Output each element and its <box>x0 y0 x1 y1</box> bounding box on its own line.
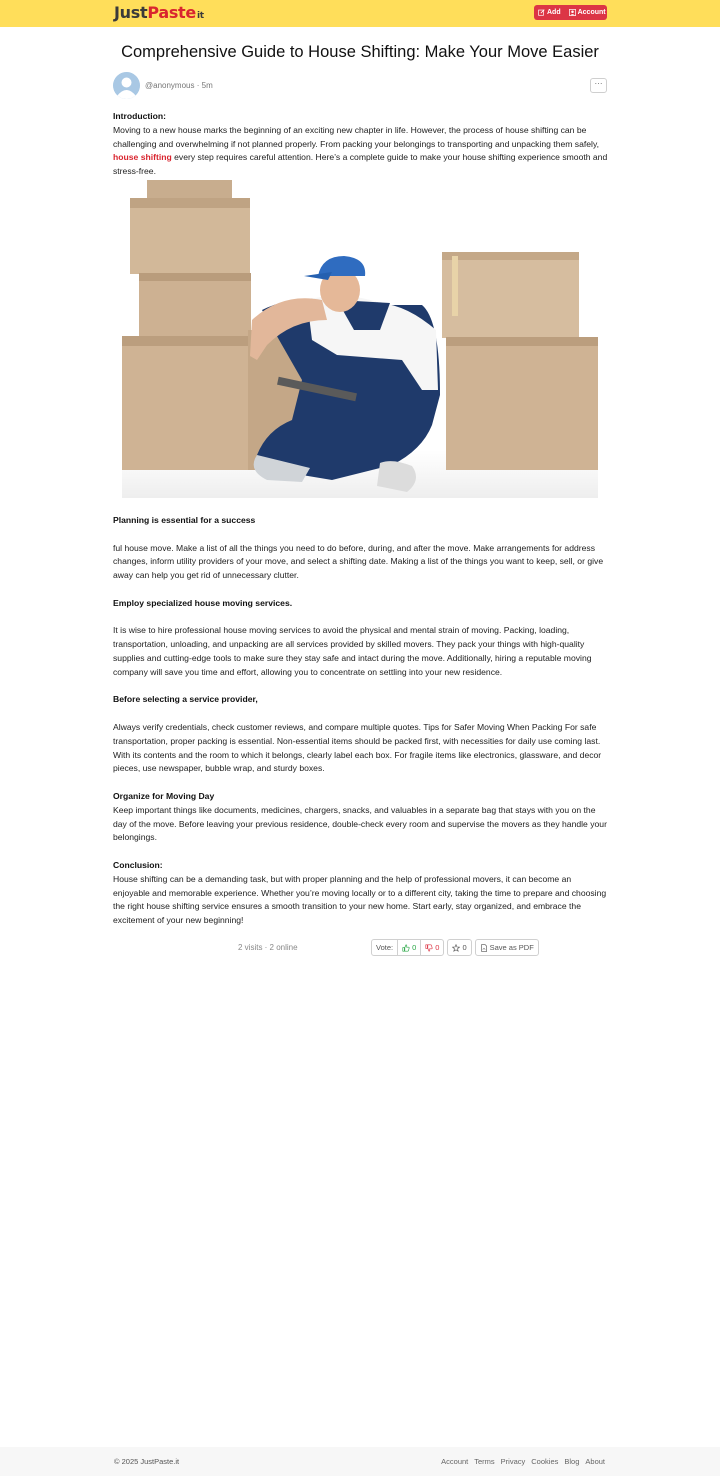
star-icon <box>452 944 460 952</box>
page-title: Comprehensive Guide to House Shifting: Make Your Move Easier <box>121 43 599 61</box>
save-as-pdf-button[interactable]: Save as PDF <box>475 939 539 956</box>
top-navbar <box>0 0 720 27</box>
footer-links <box>441 1457 605 1466</box>
house-shifting-link[interactable]: house shifting <box>113 152 172 163</box>
avatar <box>113 72 140 99</box>
footer-link-privacy[interactable]: Privacy <box>500 1457 526 1466</box>
post-meta: @anonymous · 5m <box>145 81 213 90</box>
section-heading: Conclusion: <box>113 859 163 870</box>
account-button[interactable]: Account <box>565 5 610 20</box>
section-heading: Organize for Moving Day <box>113 790 215 801</box>
section-paragraph: It is wise to hire professional house moving services to avoid the physical and mental strain of moving. Packing, loading, transportation, unloading, and unpacking are all services provided by skilled movers. They pack your things with high-quality supplies and cutting-edge tools to make sure they stay safe and intact during the move. Additionally, hiring a reputable moving company will save you time and effort, allowing you to concentrate on settling into your new residence. <box>113 625 592 677</box>
vote-label: Vote: <box>371 939 398 956</box>
copyright-text: © 2025 JustPaste.it <box>114 1457 180 1466</box>
vote-down-button[interactable]: 0 <box>420 939 444 956</box>
vote-up-button[interactable]: 0 <box>397 939 421 956</box>
section-heading: Before selecting a service provider, <box>113 694 258 705</box>
user-icon <box>569 9 576 16</box>
visit-stats: 2 visits · 2 online <box>238 943 298 952</box>
article-body <box>113 514 608 928</box>
pdf-file-icon <box>480 944 488 952</box>
footer-link-cookies[interactable]: Cookies <box>531 1457 559 1466</box>
post-time: 5m <box>201 81 213 90</box>
section-paragraph: Keep important things like documents, medicines, chargers, snacks, and valuables in a separate bag that stays with you on the day of the move. Before leaving your previous residence, double-check every room and supervise the movers as they handle your belongings. <box>113 804 607 843</box>
page-footer <box>0 1447 720 1476</box>
favorite-button[interactable]: 0 <box>447 939 471 956</box>
more-options-button[interactable]: ··· <box>590 78 607 93</box>
footer-link-terms[interactable]: Terms <box>474 1457 495 1466</box>
intro-heading: Introduction: <box>113 111 166 121</box>
intro-paragraph: Moving to a new house marks the beginning of an exciting new chapter in life. However, the process of house shifting can be challenging and overwhelming if not planned properly. From packing your belongings to transporting and unpacking them safely, house shifting every step requires careful attention. Here’s a complete guide to make your house shifting experience smooth and stress-free. <box>113 124 608 177</box>
thumbs-up-icon <box>402 944 410 952</box>
section-heading: Employ specialized house moving services. <box>113 597 293 608</box>
mover-with-boxes-illustration <box>122 180 598 498</box>
footer-link-blog[interactable]: Blog <box>564 1457 580 1466</box>
site-logo[interactable]: JustPasteit <box>114 3 204 22</box>
section-paragraph: ful house move. Make a list of all the things you need to do before, during, and after the move. Make arrangements for address changes, inform utility providers of your move, and select a shifting date. Making a list of the things you want to keep, sell, or give away can help you get rid of unnecessary clutter. <box>113 542 604 581</box>
footer-link-about[interactable]: About <box>585 1457 605 1466</box>
footer-link-account[interactable]: Account <box>441 1457 469 1466</box>
section-paragraph: House shifting can be a demanding task, but with proper planning and the help of professional movers, it can become an enjoyable and memorable experience. Whether you’re moving locally or to a different city, taking the time to prepare and choosing the right house shifting service ensures a smooth transition to your new home. Start early, stay organized, and embrace the excitement of your new beginning! <box>113 873 607 926</box>
edit-icon <box>538 9 545 16</box>
article-intro <box>113 110 608 179</box>
author-name[interactable]: @anonymous <box>145 81 195 90</box>
vote-toolbar <box>371 939 539 956</box>
header-button-group <box>534 5 607 20</box>
article-image <box>122 180 598 498</box>
thumbs-down-icon <box>425 944 433 952</box>
section-heading: Planning is essential for a success <box>113 515 256 525</box>
user-avatar-icon <box>113 72 140 99</box>
section-paragraph: Always verify credentials, check customer reviews, and compare multiple quotes. Tips for Safer Moving When Packing For safe transportation, proper packing is essential. Non-essential items should be packed first, with necessities for daily use coming last. With its contents and the room to which it belongs, clearly label each box. For fragile items like electronics, glassware, and decor pieces, use newspaper, bubble wrap, and sturdy boxes. <box>113 721 602 774</box>
add-button[interactable]: Add <box>534 5 565 20</box>
